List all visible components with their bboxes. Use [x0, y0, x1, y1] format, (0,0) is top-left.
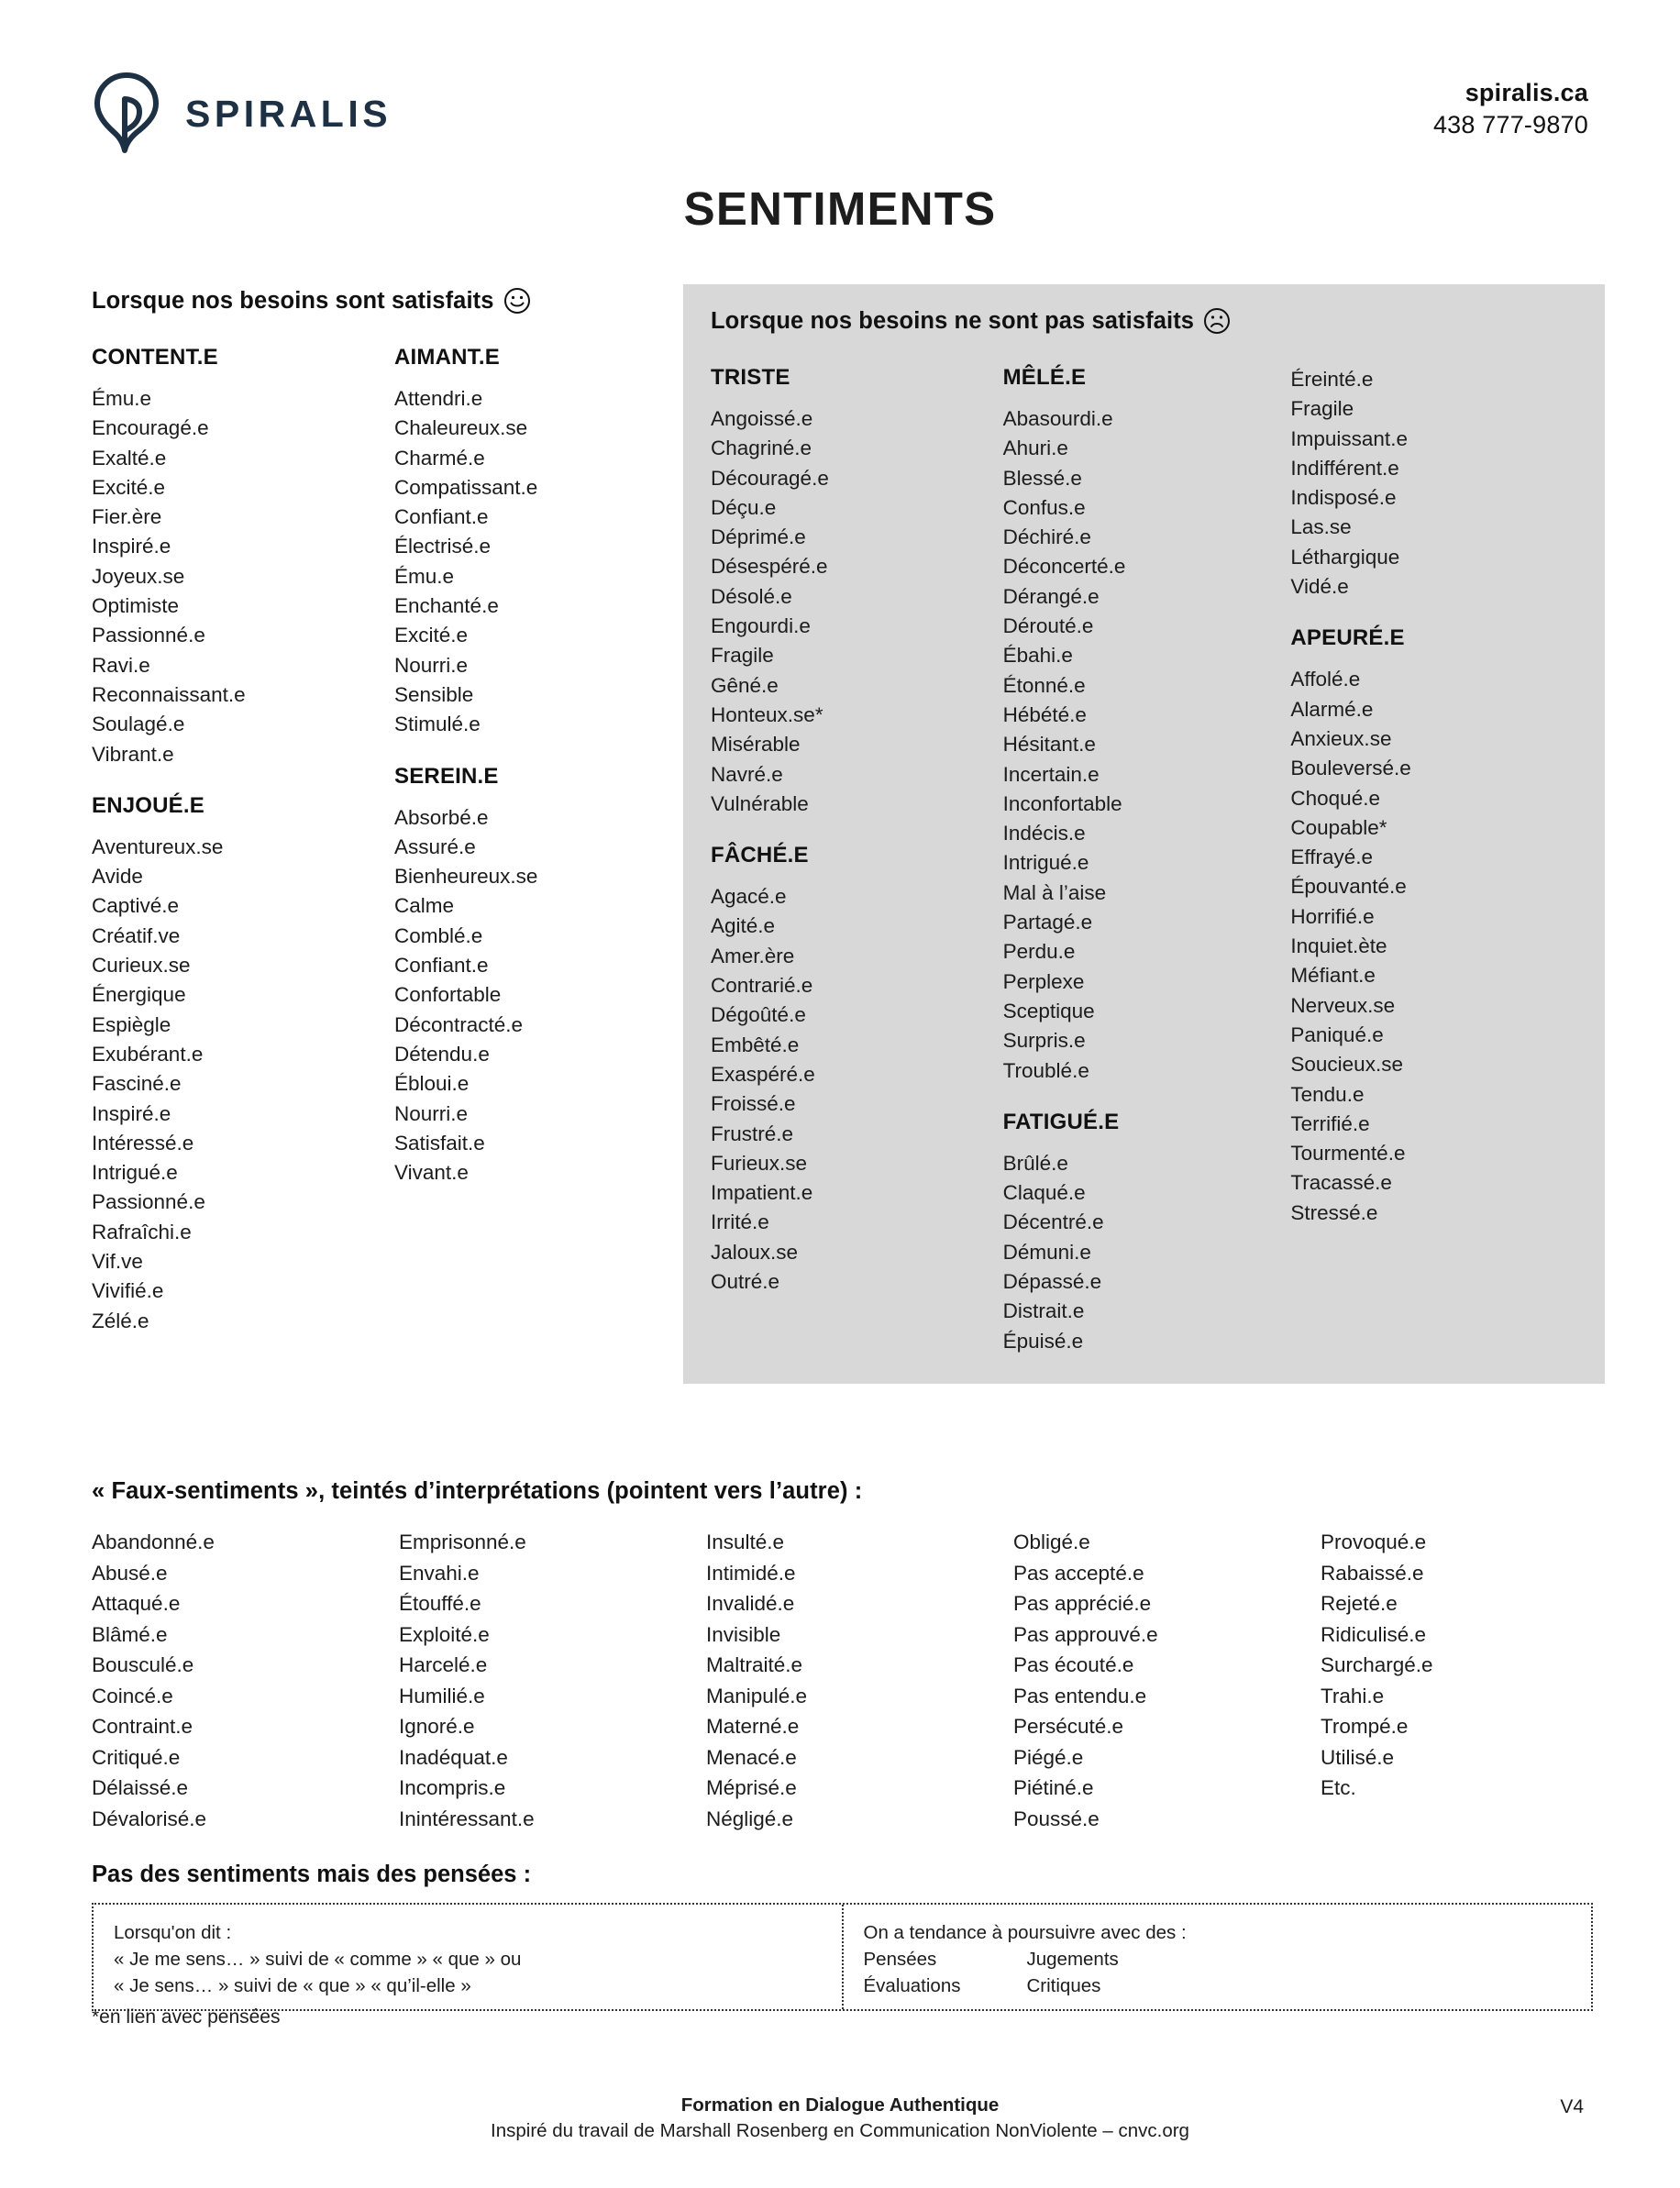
word-item: Horrifié.e [1290, 904, 1375, 928]
faux-column-1 [92, 1527, 399, 1834]
faux-column-5 [1321, 1527, 1433, 1834]
footer-line-1: Formation en Dialogue Authentique [680, 2094, 1000, 2116]
category-title: ENJOUÉ.E [92, 792, 204, 818]
word-item: Insulté.e [706, 1530, 785, 1553]
word-item: Perplexe [1002, 969, 1085, 993]
word-item: Anxieux.se [1290, 726, 1392, 750]
word-item: Méprisé.e [706, 1776, 797, 1799]
faux-column-4 [1013, 1527, 1321, 1834]
word-item: Aventureux.se [92, 834, 224, 858]
satisfied-column-2 [394, 345, 688, 1336]
word-list [92, 384, 394, 769]
pensees-right-item: Critiques [1026, 1975, 1101, 1996]
word-item: Désespéré.e [711, 555, 828, 579]
word-item: Nerveux.se [1290, 993, 1396, 1017]
word-item: Ému.e [92, 387, 152, 410]
word-item: Nourri.e [394, 1101, 469, 1125]
word-item: Confortable [394, 983, 502, 1007]
word-item: Encouragé.e [92, 416, 209, 440]
word-item: Pas accepté.e [1013, 1561, 1144, 1585]
word-list [711, 404, 1003, 819]
word-item: Satisfait.e [394, 1131, 485, 1155]
word-list [1003, 404, 1291, 1086]
category-title: APEURÉ.E [1290, 625, 1405, 651]
word-item: Dérangé.e [1002, 584, 1100, 608]
word-item: Confiant.e [394, 505, 489, 529]
pensees-right-item: Pensées [863, 1949, 937, 1970]
word-item: Emprisonné.e [399, 1530, 526, 1553]
word-item: Optimiste [92, 594, 180, 618]
word-item: Enchanté.e [394, 594, 499, 618]
smiley-sad-icon [1203, 307, 1231, 335]
word-list [711, 882, 1003, 1297]
word-item: Terrifié.e [1290, 1111, 1370, 1135]
word-item: Exaspéré.e [711, 1062, 815, 1086]
word-item: Coincé.e [92, 1684, 173, 1707]
word-item: Compatissant.e [394, 475, 538, 499]
unsatisfied-panel [683, 284, 1605, 1384]
word-item: Paniqué.e [1290, 1022, 1384, 1046]
contact-block [1433, 72, 1588, 141]
word-item: Déprimé.e [711, 525, 806, 549]
word-item: Avide [92, 865, 143, 889]
unsatisfied-columns [711, 365, 1583, 1356]
pensees-box-right [844, 1905, 1592, 2009]
word-item: Charmé.e [394, 446, 485, 470]
word-item: Amer.ère [711, 944, 795, 967]
word-item: Déçu.e [711, 495, 777, 519]
word-item: Vif.ve [92, 1250, 143, 1274]
word-item: Claqué.e [1002, 1181, 1086, 1205]
word-item: Choqué.e [1290, 786, 1380, 810]
word-item: Confiant.e [394, 954, 489, 978]
unsatisfied-column-1 [711, 365, 1003, 1356]
word-item: Indifférent.e [1290, 456, 1399, 480]
word-item: Vivifié.e [92, 1279, 164, 1303]
phone-text: 438 777-9870 [1432, 111, 1588, 139]
word-item: Brûlé.e [1002, 1151, 1068, 1175]
word-item: Tendu.e [1290, 1082, 1365, 1106]
word-item: Jaloux.se [711, 1240, 799, 1264]
word-item: Blessé.e [1002, 466, 1082, 490]
unsatisfied-column-3 [1290, 365, 1583, 1356]
word-item: Irrité.e [711, 1210, 769, 1234]
pensees-title: Pas des sentiments mais des pensées : [92, 1862, 532, 1887]
word-item: Effrayé.e [1290, 845, 1374, 869]
word-item: Comblé.e [394, 923, 483, 947]
word-item: Partagé.e [1002, 911, 1093, 934]
satisfied-column-1 [92, 345, 394, 1336]
word-item: Inspiré.e [92, 535, 171, 558]
pensees-left-line-1: Lorsqu'on dit : [114, 1922, 232, 1943]
word-item: Agacé.e [711, 885, 787, 909]
word-item: Dégoûté.e [711, 1003, 806, 1027]
pensees-box [92, 1903, 1593, 2011]
word-item: Trahi.e [1321, 1684, 1385, 1707]
pensees-right-col-1 [864, 1946, 1027, 1999]
word-item: Délaissé.e [92, 1776, 189, 1799]
word-item: Vivant.e [394, 1161, 469, 1185]
word-item: Inquiet.ète [1290, 934, 1387, 958]
word-item: Poussé.e [1013, 1807, 1100, 1830]
word-item: Ravi.e [92, 653, 150, 677]
word-item: Affolé.e [1290, 668, 1361, 691]
category-title: MÊLÉ.E [1002, 365, 1087, 390]
word-item: Troublé.e [1002, 1058, 1089, 1082]
word-item: Blâmé.e [92, 1622, 168, 1646]
pensees-section [92, 1862, 1593, 2011]
category-title: CONTENT.E [92, 345, 218, 370]
word-item: Coupable* [1290, 815, 1387, 839]
word-item: Vidé.e [1290, 575, 1349, 599]
unsatisfied-heading [711, 304, 1583, 337]
word-item: Ignoré.e [399, 1715, 475, 1738]
word-item: Etc. [1321, 1776, 1356, 1799]
word-item: Intrigué.e [1002, 851, 1089, 875]
word-item: Tracassé.e [1290, 1171, 1392, 1195]
word-item: Joyeux.se [92, 564, 185, 588]
word-item: Perdu.e [1002, 940, 1076, 964]
page-footer [0, 2093, 1680, 2144]
word-item: Navré.e [711, 762, 783, 786]
word-list [399, 1527, 706, 1834]
pensees-right-item: Jugements [1026, 1949, 1119, 1970]
word-item: Dévalorisé.e [92, 1807, 207, 1830]
word-item: Exubérant.e [92, 1042, 204, 1066]
pensees-left-line-2: « Je me sens… » suivi de « comme » « que » ou [114, 1949, 522, 1970]
word-item: Inadéquat.e [399, 1745, 508, 1769]
word-item: Abandonné.e [92, 1530, 215, 1553]
word-item: Ahuri.e [1002, 436, 1068, 460]
footnote: *en lien avec pensées [92, 2006, 281, 2028]
word-item: Inspiré.e [92, 1101, 171, 1125]
word-item: Attendri.e [394, 387, 483, 410]
faux-column-2 [399, 1527, 706, 1834]
word-item: Soucieux.se [1290, 1053, 1403, 1077]
word-item: Invisible [706, 1622, 781, 1646]
feelings-panels [0, 284, 1680, 1449]
word-item: Honteux.se* [711, 702, 823, 726]
word-item: Misérable [711, 733, 801, 757]
word-item: Intéressé.e [92, 1131, 194, 1155]
word-item: Embêté.e [711, 1033, 800, 1056]
word-item: Impuissant.e [1290, 426, 1408, 450]
word-item: Ébloui.e [394, 1072, 470, 1096]
word-item: Léthargique [1290, 545, 1400, 569]
word-item: Démuni.e [1002, 1240, 1091, 1264]
word-item: Désolé.e [711, 584, 792, 608]
word-item: Angoissé.e [711, 407, 813, 430]
word-item: Dérouté.e [1002, 614, 1094, 638]
word-item: Soulagé.e [92, 713, 185, 736]
category-title: TRISTE [711, 365, 790, 390]
footer-line-2: Inspiré du travail de Marshall Rosenberg en Communication NonViolente – cnvc.org [491, 2120, 1189, 2141]
word-item: Invalidé.e [706, 1592, 795, 1615]
word-item: Exploité.e [399, 1622, 490, 1646]
word-item: Assuré.e [394, 834, 476, 858]
word-item: Ébahi.e [1002, 644, 1073, 668]
website-text: spiralis.ca [1464, 79, 1588, 106]
word-item: Pas entendu.e [1013, 1684, 1147, 1707]
brand-name: SPIRALIS [185, 92, 392, 135]
word-item: Rejeté.e [1321, 1592, 1398, 1615]
faux-sentiments-columns [92, 1527, 1593, 1834]
word-list [1013, 1527, 1321, 1834]
word-list [92, 1527, 399, 1834]
word-item: Engourdi.e [711, 614, 811, 638]
word-item: Passionné.e [92, 624, 205, 647]
word-item: Négligé.e [706, 1807, 794, 1830]
pensees-left-line-3: « Je sens… » suivi de « que » « qu’il-elle » [114, 1975, 471, 1996]
word-item: Abasourdi.e [1002, 407, 1113, 430]
word-item: Confus.e [1002, 495, 1086, 519]
word-item: Alarmé.e [1290, 697, 1374, 721]
satisfied-columns [92, 345, 688, 1336]
faux-sentiments-section [92, 1478, 1593, 1834]
word-item: Calme [394, 894, 455, 918]
word-item: Froissé.e [711, 1092, 796, 1116]
word-item: Déchiré.e [1002, 525, 1091, 549]
word-item: Épuisé.e [1002, 1329, 1084, 1353]
word-item: Nourri.e [394, 653, 469, 677]
spiralis-pin-logo-icon [92, 72, 161, 150]
word-item: Étonné.e [1002, 673, 1086, 697]
word-item: Inconfortable [1002, 791, 1122, 815]
pensees-right-line-1: On a tendance à poursuivre avec des : [863, 1922, 1187, 1943]
word-item: Curieux.se [92, 954, 191, 978]
word-item: Fragile [711, 644, 774, 668]
word-item: Reconnaissant.e [92, 682, 246, 706]
word-list [394, 384, 688, 740]
word-item: Maltraité.e [706, 1653, 803, 1676]
word-item: Surchargé.e [1321, 1653, 1433, 1676]
word-item: Décontracté.e [394, 1012, 524, 1036]
word-item: Rafraîchi.e [92, 1220, 192, 1243]
satisfied-heading [92, 284, 688, 317]
word-item: Fasciné.e [92, 1072, 182, 1096]
satisfied-panel [92, 284, 688, 1336]
word-item: Pas apprécié.e [1013, 1592, 1152, 1615]
word-item: Chagriné.e [711, 436, 812, 460]
word-item: Rabaissé.e [1321, 1561, 1424, 1585]
word-item: Indisposé.e [1290, 486, 1397, 510]
word-item: Excité.e [394, 624, 469, 647]
faux-column-3 [706, 1527, 1013, 1834]
word-item: Agité.e [711, 914, 776, 938]
word-item: Épouvanté.e [1290, 875, 1407, 899]
word-item: Intrigué.e [92, 1161, 178, 1185]
word-item: Énergique [92, 983, 186, 1007]
word-item: Vulnérable [711, 791, 809, 815]
word-item: Utilisé.e [1321, 1745, 1395, 1769]
word-item: Fragile [1290, 397, 1354, 421]
word-item: Découragé.e [711, 466, 829, 490]
word-item: Stimulé.e [394, 713, 481, 736]
word-list [706, 1527, 1013, 1834]
word-list [1003, 1149, 1291, 1356]
satisfied-heading-label: Lorsque nos besoins sont satisfaits [92, 287, 494, 314]
word-item: Espiègle [92, 1012, 171, 1036]
word-item: Manipulé.e [706, 1684, 808, 1707]
word-item: Contraint.e [92, 1715, 193, 1738]
word-item: Inintéressant.e [399, 1807, 535, 1830]
word-item: Fier.ère [92, 505, 162, 529]
word-item: Bousculé.e [92, 1653, 194, 1676]
category-title: AIMANT.E [394, 345, 500, 370]
word-item: Incertain.e [1002, 762, 1100, 786]
word-item: Créatif.ve [92, 923, 181, 947]
word-item: Envahi.e [399, 1561, 480, 1585]
word-item: Outré.e [711, 1270, 780, 1294]
version-label: V4 [1560, 2096, 1584, 2117]
pensees-right-col-2 [1027, 1946, 1190, 1999]
word-item: Menacé.e [706, 1745, 797, 1769]
word-item: Hésitant.e [1002, 733, 1096, 757]
word-item: Distrait.e [1002, 1299, 1085, 1323]
word-item: Incompris.e [399, 1776, 506, 1799]
word-item: Attaqué.e [92, 1592, 181, 1615]
pensees-right-grid [864, 1946, 1570, 1999]
word-item: Méfiant.e [1290, 964, 1376, 988]
word-item: Gêné.e [711, 673, 779, 697]
word-item: Détendu.e [394, 1042, 490, 1066]
smiley-happy-icon [503, 287, 531, 315]
word-item: Zélé.e [92, 1309, 149, 1332]
page-header [92, 72, 1588, 172]
word-item: Électrisé.e [394, 535, 492, 558]
word-item: Intimidé.e [706, 1561, 796, 1585]
word-item: Harcelé.e [399, 1653, 488, 1676]
word-item: Trompé.e [1321, 1715, 1409, 1738]
unsatisfied-column-2 [1003, 365, 1291, 1356]
word-list [92, 833, 394, 1336]
word-item: Frustré.e [711, 1122, 794, 1145]
word-item: Humilié.e [399, 1684, 485, 1707]
word-item: Bouleversé.e [1290, 757, 1411, 780]
word-item: Captivé.e [92, 894, 180, 918]
pensees-box-left [94, 1905, 844, 2009]
word-item: Pas écouté.e [1013, 1653, 1134, 1676]
word-item: Bienheureux.se [394, 865, 538, 889]
word-item: Indécis.e [1002, 822, 1086, 845]
word-item: Las.se [1290, 515, 1352, 539]
word-item: Excité.e [92, 475, 166, 499]
word-item: Contrarié.e [711, 974, 813, 998]
word-item: Chaleureux.se [394, 416, 528, 440]
word-item: Ému.e [394, 564, 455, 588]
word-item: Décentré.e [1002, 1210, 1104, 1234]
word-item: Stressé.e [1290, 1200, 1378, 1224]
word-item: Sensible [394, 682, 474, 706]
page-title: SENTIMENTS [683, 182, 997, 235]
category-title: FATIGUÉ.E [1002, 1109, 1120, 1134]
word-list [1290, 665, 1583, 1228]
word-item: Materné.e [706, 1715, 800, 1738]
word-list [1290, 365, 1583, 602]
word-item: Passionné.e [92, 1190, 205, 1214]
word-item: Pas approuvé.e [1013, 1622, 1158, 1646]
brand-block [92, 72, 392, 150]
word-item: Ridiculisé.e [1321, 1622, 1427, 1646]
word-list [394, 803, 688, 1188]
word-item: Étouffé.e [399, 1592, 481, 1615]
word-item: Tourmenté.e [1290, 1142, 1406, 1166]
word-item: Surpris.e [1002, 1029, 1086, 1053]
word-item: Critiqué.e [92, 1745, 181, 1769]
word-item: Piétiné.e [1013, 1776, 1094, 1799]
unsatisfied-heading-label: Lorsque nos besoins ne sont pas satisfaits [711, 307, 1195, 334]
pensees-right-item: Évaluations [863, 1975, 961, 1996]
word-item: Vibrant.e [92, 742, 174, 766]
word-item: Exalté.e [92, 446, 167, 470]
category-title: FÂCHÉ.E [711, 843, 809, 868]
word-item: Dépassé.e [1002, 1270, 1102, 1294]
word-item: Obligé.e [1013, 1530, 1090, 1553]
word-item: Éreinté.e [1290, 368, 1374, 391]
word-item: Piégé.e [1013, 1745, 1084, 1769]
word-item: Mal à l’aise [1002, 880, 1107, 904]
word-item: Absorbé.e [394, 805, 489, 829]
faux-sentiments-title: « Faux-sentiments », teintés d’interprétations (pointent vers l’autre) : [92, 1478, 863, 1504]
word-item: Hébété.e [1002, 702, 1087, 726]
category-title: SEREIN.E [394, 763, 499, 789]
word-item: Déconcerté.e [1002, 555, 1126, 579]
word-item: Furieux.se [711, 1151, 808, 1175]
word-list [1321, 1527, 1433, 1804]
word-item: Sceptique [1002, 999, 1095, 1022]
word-item: Impatient.e [711, 1181, 813, 1205]
word-item: Abusé.e [92, 1561, 168, 1585]
word-item: Persécuté.e [1013, 1715, 1124, 1738]
word-item: Provoqué.e [1321, 1530, 1427, 1553]
